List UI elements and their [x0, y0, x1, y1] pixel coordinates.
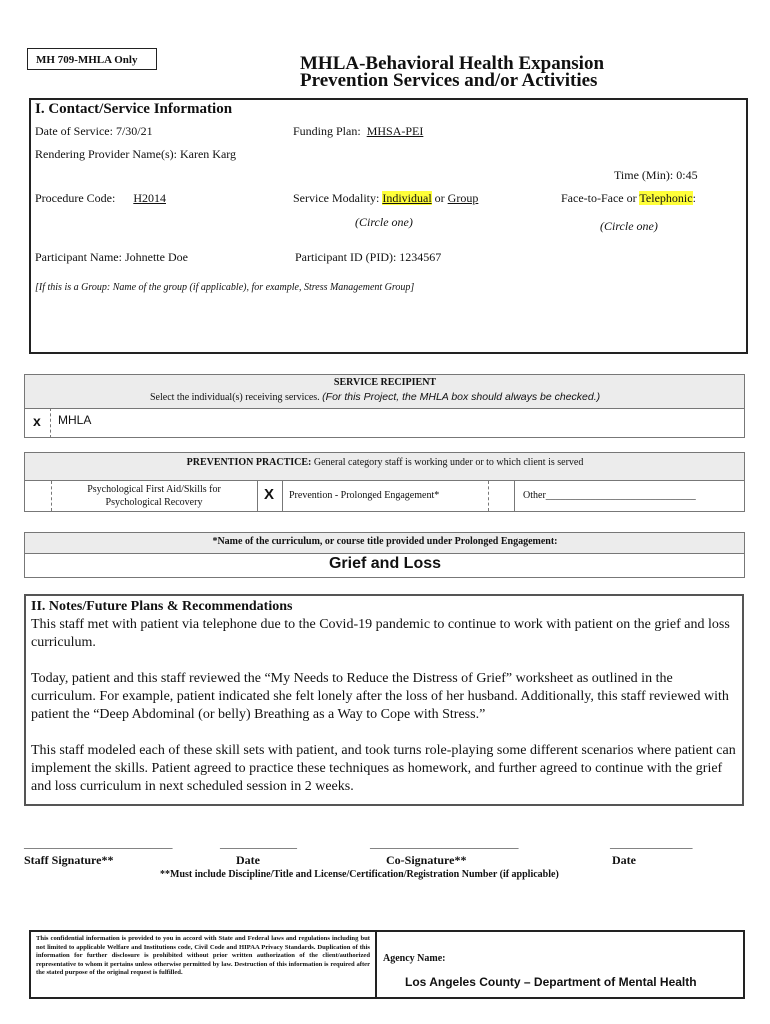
confidentiality-notice: This confidential information is provided to you in accord with State and Federal laws and regulations including but not limited to applicable Welfare and Institutions code, Civil Code and HIPAA Privacy Standards. Duplication of this information for further disclosure is prohibited without prior written authorization of the client/authorized representative to whom it pertains unless otherwise permitted by law. Destruction of this information is required after the stated purpose of the original request is fulfilled. — [36, 935, 370, 977]
face-to-face-option[interactable]: Face-to-Face or — [561, 191, 640, 205]
divider — [514, 481, 516, 511]
funding-plan-value: MHSA-PEI — [366, 124, 424, 138]
section1-heading: I. Contact/Service Information — [35, 101, 233, 117]
mhla-check-mark: x — [33, 413, 41, 429]
service-recipient-instruction — [150, 391, 600, 403]
notes-paragraph-3: This staff modeled each of these skill sets with patient, and took turns role-playing some different scenarios where patient can implement the skills. Patient agreed to practice these techniques as homework, and further agreed to continue with the grief and loss curriculum in next scheduled session in 2 weeks. — [31, 743, 736, 794]
contact-type-colon: : — [692, 191, 696, 205]
circle-one-modality: (Circle one) — [355, 215, 413, 229]
agency-label: Agency Name: — [383, 953, 446, 964]
date-label-1: Date — [236, 853, 260, 867]
notes-section — [24, 594, 744, 806]
divider — [488, 481, 490, 511]
signature-requirement-note: **Must include Discipline/Title and License/Certification/Registration Number (if applicable) — [160, 869, 559, 880]
co-signature-label: Co-Signature** — [386, 853, 467, 867]
group-note: [If this is a Group: Name of the group (if applicable), for example, Stress Management Group] — [35, 282, 415, 293]
curriculum-value: Grief and Loss — [328, 555, 442, 572]
date-line-1: ______________ — [220, 838, 297, 850]
procedure-code-label: Procedure Code: — [35, 191, 116, 205]
form-title: MHLA-Behavioral Health Expansion — [300, 53, 605, 74]
notes-heading: II. Notes/Future Plans & Recommendations — [31, 599, 293, 614]
confidentiality-box — [29, 930, 377, 999]
service-recipient-heading: SERVICE RECIPIENT — [333, 377, 437, 388]
procedure-code — [35, 191, 166, 206]
circle-one-contact: (Circle one) — [600, 219, 658, 233]
notes-paragraph-2: Today, patient and this staff reviewed the “My Needs to Reduce the Distress of Grief” worksheet as outlined in the curriculum. For example, patient indicated she felt lonely after the loss of her husband. Additionally, this staff reviewed with patient the “Deep Abdominal (or belly) Breathing as a Way to Cope with Stress.” — [31, 671, 729, 722]
funding-plan-label: Funding Plan: — [293, 124, 361, 138]
option-prolonged-engagement[interactable]: Prevention - Prolonged Engagement* — [289, 490, 440, 501]
option1-line2: Psychological Recovery — [105, 497, 203, 508]
participant-id: Participant ID (PID): 1234567 — [295, 250, 442, 264]
service-modality-label: Service Modality: — [293, 191, 380, 205]
modality-individual-option[interactable]: Individual — [382, 191, 432, 205]
instruction-text: Select the individual(s) receiving services. — [150, 392, 323, 403]
mhla-checkbox[interactable] — [25, 408, 51, 438]
date-line-2: _______________ — [610, 838, 693, 850]
prevention-practice-heading — [0, 457, 770, 468]
staff-signature-label: Staff Signature** — [24, 853, 114, 867]
contact-type — [561, 191, 696, 206]
agency-box — [377, 930, 745, 999]
co-signature-line: ___________________________ — [370, 838, 519, 850]
instruction-note: (For this Project, the MHLA box should always be checked.) — [322, 391, 601, 403]
mhla-option: MHLA — [58, 413, 92, 427]
telephonic-option[interactable]: Telephonic — [639, 191, 693, 205]
agency-value: Los Angeles County – Department of Mental Health — [405, 975, 697, 989]
prevention-practice-title: PREVENTION PRACTICE: — [186, 457, 312, 468]
notes-paragraph-1: This staff met with patient via telephone due to the Covid-19 pandemic to continue to work with patient on the grief and loss curriculum. — [31, 617, 730, 650]
staff-signature-line: ___________________________ — [24, 838, 173, 850]
procedure-code-value: H2014 — [133, 191, 166, 205]
participant-name: Participant Name: Johnette Doe — [35, 250, 188, 264]
form-id-box — [27, 48, 157, 70]
option-other[interactable]: Other______________________________ — [523, 490, 696, 501]
prolonged-engagement-checkbox[interactable] — [257, 481, 283, 511]
option1-line1: Psychological First Aid/Skills for — [87, 484, 221, 495]
service-modality — [293, 191, 478, 206]
date-of-service: Date of Service: 7/30/21 — [35, 124, 153, 138]
form-subtitle: Prevention Services and/or Activities — [300, 70, 598, 91]
funding-plan — [293, 124, 423, 139]
option-psychological-first-aid[interactable] — [52, 483, 256, 509]
rendering-provider: Rendering Provider Name(s): Karen Karg — [35, 147, 237, 161]
time-min: Time (Min): 0:45 — [614, 168, 698, 182]
modality-or: or — [431, 191, 448, 205]
date-label-2: Date — [612, 853, 636, 867]
prevention-practice-note: General category staff is working under or to which client is served — [311, 457, 584, 468]
modality-group-option[interactable]: Group — [447, 191, 479, 205]
prolonged-check-mark: X — [264, 486, 275, 503]
form-id: MH 709-MHLA Only — [36, 54, 138, 66]
curriculum-heading: *Name of the curriculum, or course title provided under Prolonged Engagement: — [212, 536, 558, 547]
